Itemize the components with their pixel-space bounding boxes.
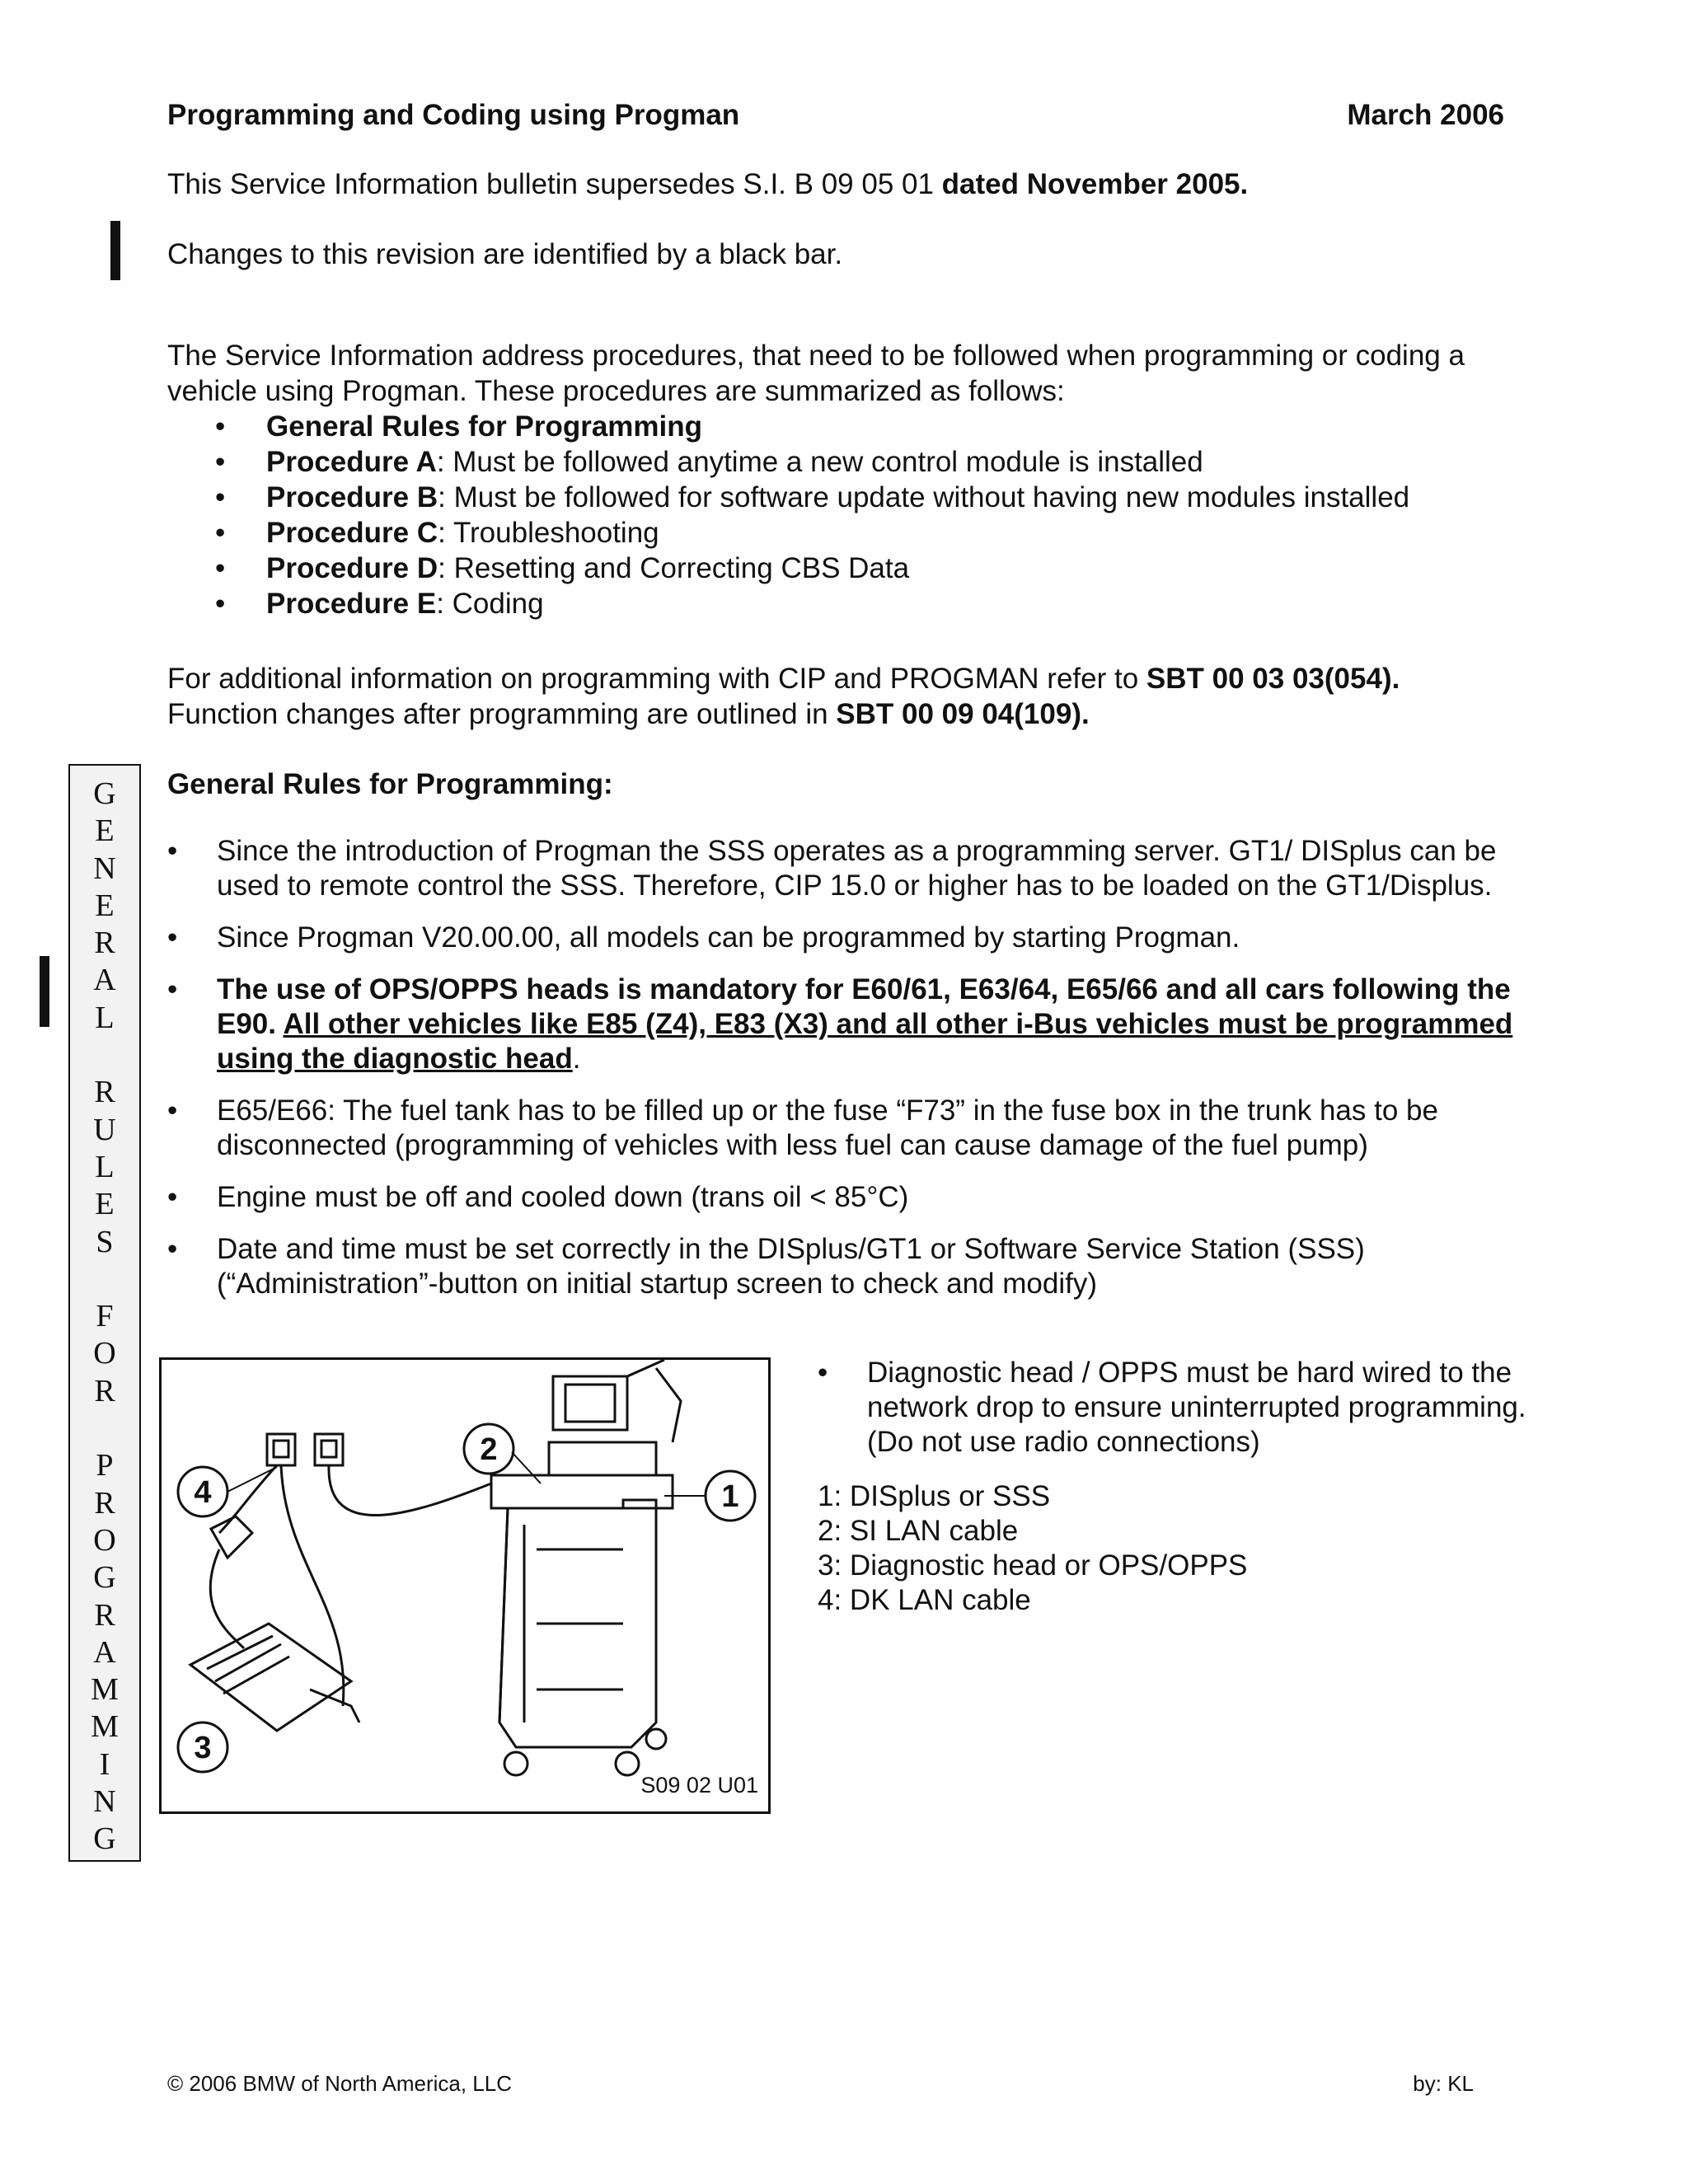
sidebar-letter: E	[95, 888, 115, 923]
bullet: •	[167, 1181, 178, 1213]
procedure-desc: : Troubleshooting	[438, 517, 659, 549]
sidebar-letter: O	[93, 1336, 116, 1371]
bullet: •	[215, 552, 226, 584]
legend-item: 1: DISplus or SSS	[818, 1480, 1051, 1512]
intro-line: The Service Information address procedures, that need to be followed when programming or coding a	[167, 340, 1465, 372]
bullet: •	[215, 446, 226, 478]
bullet: •	[167, 973, 178, 1005]
list-item	[167, 409, 1536, 444]
bullet: •	[818, 1357, 828, 1389]
list-item	[167, 515, 1536, 551]
bullet: •	[167, 1094, 178, 1127]
callout-number: 2	[480, 1432, 498, 1467]
legend-item: 4: DK LAN cable	[818, 1584, 1031, 1616]
list-item	[167, 834, 1552, 903]
sidebar-letter: M	[91, 1672, 119, 1708]
additional-text: Function changes after programming are outlined in	[167, 698, 837, 730]
rules-list	[167, 834, 1552, 1319]
procedure-name: Procedure C	[266, 517, 438, 549]
additional-info	[167, 661, 1536, 732]
footer-copyright: © 2006 BMW of North America, LLC	[167, 2071, 512, 2096]
list-item	[167, 1180, 1552, 1215]
section-sidebar-label	[68, 764, 141, 1862]
network-socket-icon	[315, 1434, 343, 1465]
figure-label: S09 02 U01	[640, 1773, 758, 1797]
sidebar-letter: G	[93, 1821, 116, 1857]
sidebar-letter: R	[94, 926, 115, 961]
sidebar-letter: P	[96, 1448, 114, 1483]
document-title: Programming and Coding using Progman	[167, 99, 740, 131]
sidebar-letter: G	[93, 776, 116, 811]
bullet: •	[167, 921, 178, 954]
changes-note: Changes to this revision are identified by a black bar.	[167, 238, 843, 270]
list-item	[167, 972, 1552, 1076]
rule-text: Date and time must be set correctly in the DISplus/GT1 or Software Service Station (SSS) (“Administration”-button on initial startup screen to check and modify)	[217, 1233, 1365, 1300]
procedure-name: Procedure B	[266, 481, 438, 513]
sidebar-letter: R	[94, 1373, 115, 1408]
sidebar-letter: G	[93, 1560, 116, 1596]
change-bar	[110, 221, 120, 280]
procedure-desc: : Must be followed anytime a new control module is installed	[436, 446, 1203, 478]
legend-item: 2: SI LAN cable	[818, 1515, 1019, 1547]
additional-line	[167, 661, 1536, 696]
procedure-list	[167, 409, 1536, 621]
sidebar-letter: O	[93, 1522, 116, 1558]
list-item	[167, 1232, 1552, 1301]
procedure-name: Procedure E	[266, 588, 437, 620]
sidebar-letter: N	[93, 851, 116, 886]
diagnostic-head-icon	[190, 1624, 351, 1731]
network-socket-icon	[267, 1434, 295, 1465]
list-item	[167, 586, 1536, 621]
legend-item: 3: Diagnostic head or OPS/OPPS	[818, 1549, 1248, 1582]
procedure-desc: : Resetting and Correcting CBS Data	[438, 552, 910, 584]
sidebar-letter: I	[99, 1746, 110, 1782]
bullet: •	[167, 1233, 178, 1265]
procedure-name: Procedure D	[266, 552, 438, 584]
rule-text: Engine must be off and cooled down (trans oil < 85°C)	[217, 1181, 909, 1213]
procedure-name: Procedure A	[266, 446, 437, 478]
sidebar-letter: E	[95, 1187, 115, 1222]
intro-section	[167, 338, 1536, 621]
change-bar	[40, 956, 49, 1027]
bullet: •	[215, 517, 226, 549]
sidebar-letter: S	[96, 1224, 114, 1259]
callout-number: 3	[194, 1731, 212, 1765]
sidebar-letter	[70, 1037, 139, 1074]
procedure-desc: : Coding	[436, 588, 544, 620]
list-item	[167, 1094, 1552, 1163]
supersedes-date: dated November 2005.	[941, 168, 1249, 200]
rule-text: Since the introduction of Progman the SSS operates as a programming server. GT1/ DISplus can be used to remote control the SSS. Therefore, CIP 15.0 or higher has to be loaded on the GT1/Displus.	[217, 835, 1497, 902]
equipment-diagram	[159, 1357, 771, 1814]
sidebar-letter: M	[91, 1709, 119, 1745]
sbt-reference: SBT 00 03 03(054).	[1146, 663, 1400, 695]
bullet: •	[215, 481, 226, 513]
supersedes-text: This Service Information bulletin supersedes S.I. B 09 05 01	[167, 168, 942, 200]
rule-text-bold: The use of OPS/OPPS heads is mandatory for E60/61, E63/64, E65/66 and all cars following the E90.	[217, 973, 1511, 1040]
sidebar-letter: R	[94, 1485, 115, 1521]
sidebar-letter	[70, 1261, 139, 1298]
sidebar-letter: A	[93, 1634, 116, 1670]
callout-number: 1	[721, 1479, 739, 1514]
bullet: •	[215, 410, 226, 443]
sidebar-letter: L	[95, 1149, 115, 1184]
figure-legend	[818, 1479, 1247, 1618]
callout-bullet	[818, 1356, 1543, 1460]
equipment-illustration	[162, 1360, 768, 1811]
footer-author: by: KL	[1413, 2071, 1474, 2096]
sidebar-letter: U	[93, 1112, 116, 1147]
sidebar-letter: E	[95, 813, 115, 849]
section-heading: General Rules for Programming:	[167, 768, 613, 800]
intro-line: vehicle using Progman. These procedures are summarized as follows:	[167, 375, 1065, 407]
bullet: •	[167, 835, 178, 867]
additional-text: For additional information on programming with CIP and PROGMAN refer to	[167, 663, 1146, 695]
rule-text: Since Progman V20.00.00, all models can be programmed by starting Progman.	[217, 921, 1240, 954]
list-item	[167, 444, 1536, 480]
rule-text: .	[572, 1043, 581, 1075]
callout-text: Diagnostic head / OPPS must be hard wired to the network drop to ensure uninterrupted programming. (Do not use radio connections)	[867, 1357, 1526, 1458]
sidebar-letter: A	[93, 963, 116, 998]
sbt-reference: SBT 00 09 04(109).	[836, 698, 1090, 730]
sidebar-letter: F	[96, 1299, 114, 1334]
callout-number: 4	[194, 1475, 212, 1510]
sidebar-letter	[70, 1410, 139, 1447]
rule-text-underlined: All other vehicles like E85 (Z4), E83 (X3) and all other i-Bus vehicles must be programmed using the diagnostic head	[217, 1008, 1513, 1075]
list-item	[167, 921, 1552, 955]
sidebar-letter: N	[93, 1784, 116, 1820]
list-item	[167, 551, 1536, 586]
sidebar-letter: L	[95, 1000, 115, 1035]
document-date: March 2006	[1347, 99, 1504, 131]
list-item	[167, 480, 1536, 515]
supersedes-line	[167, 166, 1248, 202]
procedure-desc: : Must be followed for software update without having new modules installed	[438, 481, 1410, 513]
bullet: •	[215, 588, 226, 620]
sidebar-letter: R	[94, 1075, 115, 1110]
additional-line	[167, 696, 1536, 732]
procedure-name: General Rules for Programming	[266, 410, 703, 443]
rule-text: E65/E66: The fuel tank has to be filled up or the fuse “F73” in the fuse box in the trunk has to be disconnected (programming of vehicles with less fuel can cause damage of the fuel pump)	[217, 1094, 1438, 1161]
sidebar-letter: R	[94, 1597, 115, 1633]
